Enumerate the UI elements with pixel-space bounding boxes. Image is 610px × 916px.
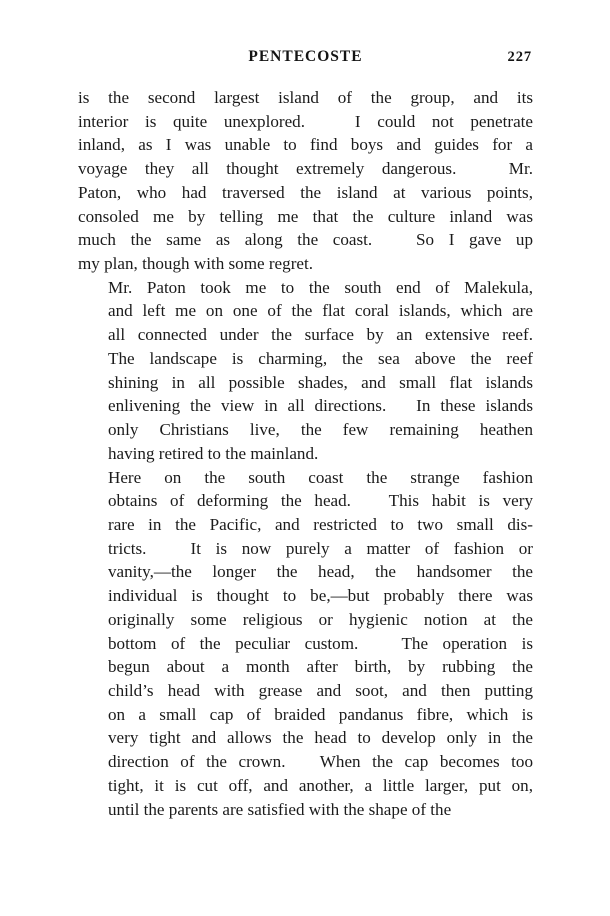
- text-line: child’s head with grease and soot, and then putting: [108, 680, 533, 700]
- text-line: obtains of deforming the head. This habit is very: [108, 491, 533, 511]
- text-line: much the same as along the coast. So I gave up: [78, 230, 533, 250]
- text-line: originally some religious or hygienic notion at the: [108, 609, 533, 629]
- text-line: voyage they all thought extremely dangerous. Mr.: [78, 159, 533, 179]
- paragraph: [78, 466, 533, 822]
- text-line: on a small cap of braided pandanus fibre, which is: [108, 704, 533, 724]
- text-line: having retired to the mainland.: [108, 443, 319, 463]
- text-line: Mr. Paton took me to the south end of Malekula,: [108, 277, 533, 297]
- text-line: rare in the Pacific, and restricted to two small dis-: [108, 514, 533, 534]
- text-line: all connected under the surface by an extensive reef.: [108, 325, 533, 345]
- text-line: my plan, though with some regret.: [78, 254, 313, 274]
- text-line: begun about a month after birth, by rubbing the: [108, 657, 533, 677]
- text-line: bottom of the peculiar custom. The operation is: [108, 633, 533, 653]
- paragraph: [78, 86, 533, 276]
- body-text-block: [78, 86, 533, 821]
- text-line: is the second largest island of the group, and its: [78, 88, 533, 107]
- text-line: tight, it is cut off, and another, a little larger, put on,: [108, 775, 533, 795]
- page-number: 227: [507, 49, 532, 65]
- running-head-title: PENTECOSTE: [248, 48, 363, 65]
- text-line: inland, as I was unable to find boys and guides for a: [78, 135, 533, 155]
- paragraph: [78, 276, 533, 466]
- text-line: Here on the south coast the strange fashion: [108, 467, 533, 487]
- text-line: very tight and allows the head to develop only in the: [108, 728, 533, 748]
- text-line: vanity,—the longer the head, the handsomer the: [108, 562, 533, 582]
- text-line: shining in all possible shades, and small flat islands: [108, 372, 533, 392]
- text-line: tricts. It is now purely a matter of fashion or: [108, 538, 533, 558]
- running-head: [78, 48, 532, 70]
- text-line: The landscape is charming, the sea above the reef: [108, 348, 533, 368]
- text-line: consoled me by telling me that the culture inland was: [78, 206, 533, 226]
- text-line: direction of the crown. When the cap becomes too: [108, 752, 533, 772]
- text-line: interior is quite unexplored. I could not penetrate: [78, 111, 533, 131]
- text-line: only Christians live, the few remaining heathen: [108, 420, 533, 440]
- text-line: individual is thought to be,—but probably there was: [108, 586, 533, 606]
- text-line: enlivening the view in all directions. In these islands: [108, 396, 533, 416]
- text-line: until the parents are satisfied with the shape of the: [108, 799, 452, 819]
- text-line: and left me on one of the flat coral islands, which are: [108, 301, 533, 321]
- text-line: Paton, who had traversed the island at various points,: [78, 182, 533, 202]
